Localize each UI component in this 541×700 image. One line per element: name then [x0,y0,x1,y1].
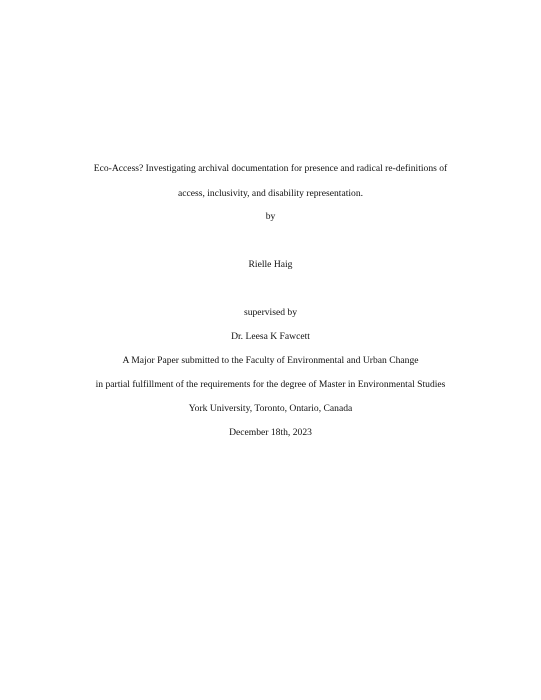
paper-title-line-2: access, inclusivity, and disability representation. [177,188,364,199]
supervised-by-label: supervised by [243,307,298,318]
by-label: by [265,211,276,222]
submission-date: December 18th, 2023 [229,427,312,438]
supervisor-name: Dr. Leesa K Fawcett [231,331,310,342]
submission-statement-line-2: in partial fulfillment of the requirements for the degree of Master in Environmental Studies [95,379,446,390]
submission-statement-line-1: A Major Paper submitted to the Faculty of Environmental and Urban Change [122,355,419,366]
institution: York University, Toronto, Ontario, Canada [188,403,353,414]
author-name: Rielle Haig [248,259,293,270]
paper-title-line-1: Eco-Access? Investigating archival documentation for presence and radical re-definitions of [93,163,448,174]
